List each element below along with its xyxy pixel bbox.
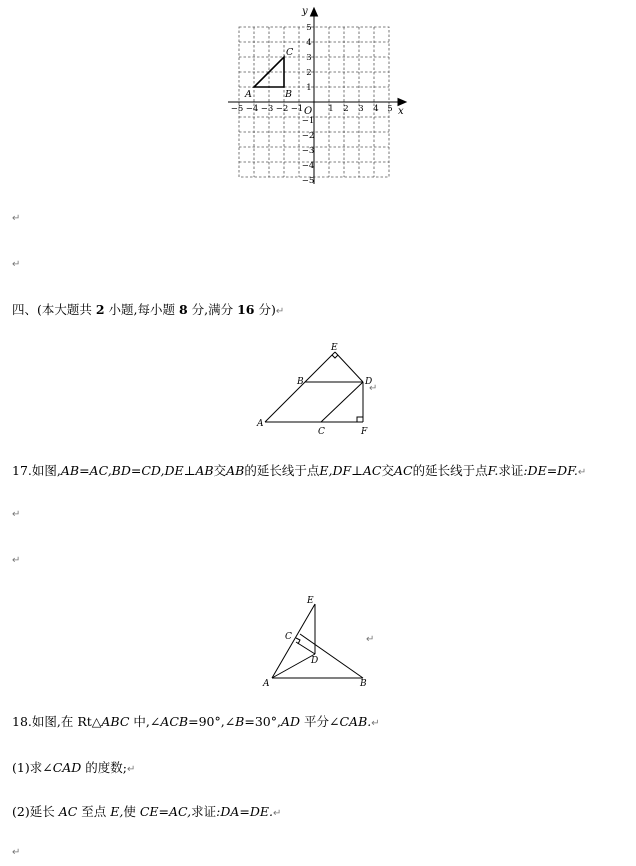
label-c: C xyxy=(318,427,325,437)
x-tick: 5 xyxy=(387,104,393,114)
label-b: B xyxy=(360,679,367,689)
paragraph-mark: ↵ xyxy=(275,306,285,317)
y-tick: 5 xyxy=(306,23,312,33)
y-tick: 3 xyxy=(306,53,312,63)
paragraph-mark: ↵ xyxy=(371,718,380,729)
y-tick: 2 xyxy=(306,68,312,78)
x-tick: −3 xyxy=(260,104,274,114)
y-tick-labels xyxy=(302,23,315,186)
label-f: F xyxy=(361,427,368,437)
question-18: 18.如图,在 Rt△ABC 中,∠ACB=90°,∠B=30°,AD 平分∠CAB.↵ xyxy=(12,714,380,729)
point-c-label: C xyxy=(286,47,294,58)
x-tick: 1 xyxy=(328,104,334,114)
paragraph-mark: ↵ xyxy=(12,213,21,224)
y-tick: 1 xyxy=(306,83,312,93)
label-d: D xyxy=(311,656,319,666)
paragraph-mark: ↵ xyxy=(273,808,282,819)
paragraph-mark: ↵ xyxy=(12,555,21,566)
x-tick: 4 xyxy=(373,104,379,114)
paragraph-mark: ↵ xyxy=(12,509,21,520)
paragraph-mark: ↵ xyxy=(577,467,587,478)
x-tick: −4 xyxy=(245,104,259,114)
point-b-label: B xyxy=(285,89,292,100)
paragraph-mark: ↵ xyxy=(369,383,378,394)
y-tick: −3 xyxy=(301,146,315,156)
section-four-heading: 四、(本大题共 2 小题,每小题 8 分,满分 16 分)↵ xyxy=(12,302,285,317)
x-tick: 2 xyxy=(343,104,349,114)
label-e: E xyxy=(331,343,338,353)
question-17: 17.如图,AB=AC,BD=CD,DE⊥AB交AB的延长线于点E,DF⊥AC交AC的延长线于点F.求证:DE=DF.↵ xyxy=(12,463,587,478)
x-tick: −2 xyxy=(275,104,289,114)
y-axis-label: y xyxy=(302,6,308,17)
paragraph-mark: ↵ xyxy=(127,764,136,775)
x-tick: 3 xyxy=(358,104,364,114)
label-d: D xyxy=(365,377,373,387)
y-tick: 4 xyxy=(306,38,312,48)
axes xyxy=(228,8,406,184)
x-tick: −5 xyxy=(230,104,244,114)
y-tick: −5 xyxy=(301,176,315,186)
x-tick: −1 xyxy=(290,104,304,114)
label-a: A xyxy=(263,679,270,689)
label-a: A xyxy=(257,419,264,429)
label-e: E xyxy=(307,596,314,606)
label-c: C xyxy=(285,632,292,642)
x-axis-label: x xyxy=(398,106,404,117)
origin-label: O xyxy=(304,106,313,117)
coordinate-figure xyxy=(220,2,420,192)
y-tick: −1 xyxy=(301,116,315,126)
question-18-part-2: (2)延长 AC 至点 E,使 CE=AC,求证:DA=DE.↵ xyxy=(12,804,282,819)
y-tick: −2 xyxy=(301,131,315,141)
point-a-label: A xyxy=(245,89,252,100)
paragraph-mark: ↵ xyxy=(12,847,21,858)
label-b: B xyxy=(297,377,304,387)
y-tick: −4 xyxy=(301,161,315,171)
figure-17 xyxy=(255,342,385,438)
figure-18 xyxy=(260,594,375,690)
question-18-part-1: (1)求∠CAD 的度数;↵ xyxy=(12,760,136,775)
paragraph-mark: ↵ xyxy=(12,259,21,270)
paragraph-mark: ↵ xyxy=(366,634,375,645)
